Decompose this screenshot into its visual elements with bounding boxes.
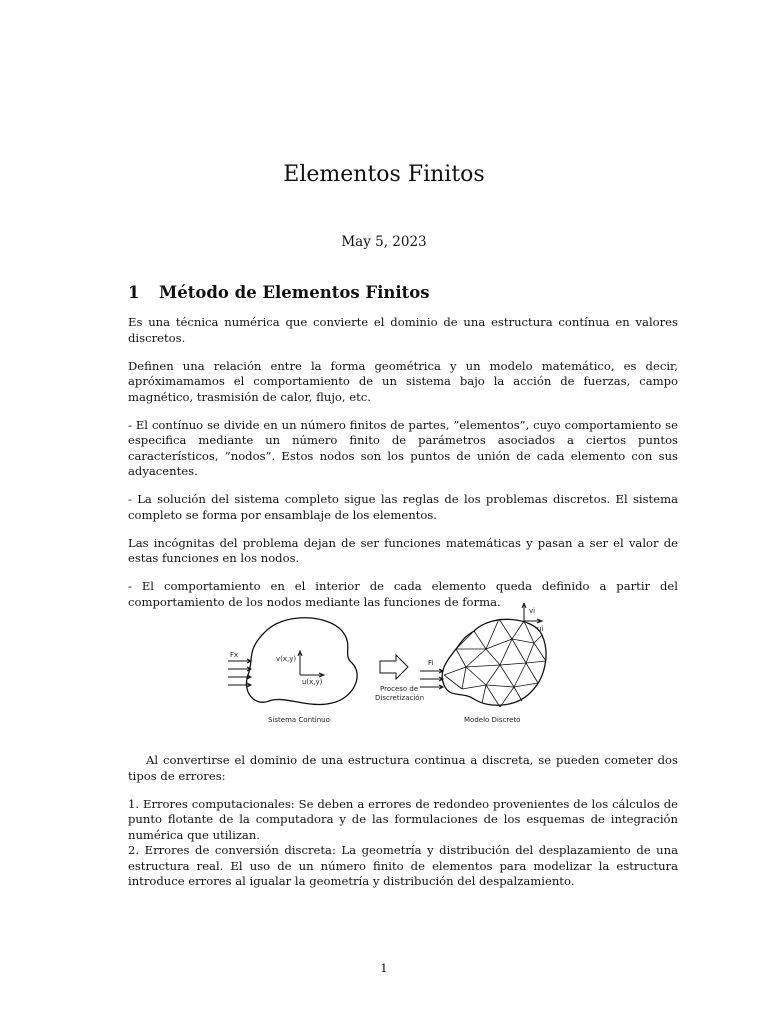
section-number: 1 bbox=[128, 283, 140, 302]
force-arrows-left bbox=[228, 659, 251, 687]
process-label-2: Discretización bbox=[375, 694, 425, 702]
label-ui: ui bbox=[537, 625, 544, 633]
force-label-fi: Fi bbox=[428, 659, 434, 667]
process-label-1: Proceso de bbox=[380, 685, 419, 693]
label-v: v(x,y) bbox=[276, 655, 297, 663]
displacement-axes bbox=[298, 651, 324, 677]
errors-section bbox=[128, 753, 678, 902]
document-title: Elementos Finitos bbox=[283, 162, 485, 187]
caption-continuous: Sistema Continuo bbox=[268, 716, 330, 724]
paragraph: - La solución del sistema completo sigue las reglas de los problemas discretos. El sistema completo se forma por ensamblaje de los elementos. bbox=[128, 492, 678, 522]
label-vi: vi bbox=[529, 607, 536, 615]
paragraph: - El comportamiento en el interior de cada elemento queda definido a partir del comportamiento de los nodos mediante las funciones de forma. bbox=[128, 579, 678, 609]
page-number: 1 bbox=[380, 961, 388, 975]
document-date: May 5, 2023 bbox=[341, 234, 427, 250]
paragraph: Al convertirse el dominio de una estructura continua a discreta, se pueden cometer dos tipos de errores: bbox=[128, 753, 678, 783]
nodal-arrows bbox=[420, 603, 542, 689]
section-body bbox=[128, 315, 678, 623]
label-u: u(x,y) bbox=[302, 678, 323, 686]
section-title: Método de Elementos Finitos bbox=[159, 283, 430, 302]
discrete-mesh bbox=[442, 619, 546, 707]
continuous-domain-shape bbox=[246, 618, 357, 705]
caption-discrete: Modelo Discreto bbox=[464, 716, 521, 724]
discretization-figure bbox=[224, 603, 554, 731]
paragraph: Las incógnitas del problema dejan de ser funciones matemáticas y pasan a ser el valor de estas funciones en los nodos. bbox=[128, 535, 678, 565]
paragraph: Definen una relación entre la forma geométrica y un modelo matemático, es decir, apróximamamos el comportamiento de un sistema bajo la acción de fuerzas, campo magnético, trasmisión de calor, flujo, etc. bbox=[128, 358, 678, 404]
force-label-fx: Fx bbox=[230, 651, 239, 659]
paragraph: - El contínuo se divide en un número finitos de partes, ”elementos”, cuyo comportamiento se especifica mediante un número finito de parámetros asociados a ciertos puntos característicos, ”nodos”. Estos nodos son los puntos de unión de cada elemento con sus adyacentes. bbox=[128, 417, 678, 478]
error-item: 1. Errores computacionales: Se deben a errores de redondeo provenientes de los cálculos de punto flotante de la computadora y de las formulaciones de los esquemas de integración numérica que utilizan. bbox=[128, 796, 678, 842]
error-item: 2. Errores de conversión discreta: La geometría y distribución del desplazamiento de una estructura real. El uso de un número finito de elementos para modelizar la estructura introduce errores al igualar la geometría y distribución del despalzamiento. bbox=[128, 843, 678, 888]
paragraph: Es una técnica numérica que convierte el dominio de una estructura contínua en valores discretos. bbox=[128, 315, 678, 345]
section-heading bbox=[128, 283, 430, 302]
process-arrow-icon bbox=[380, 655, 408, 679]
